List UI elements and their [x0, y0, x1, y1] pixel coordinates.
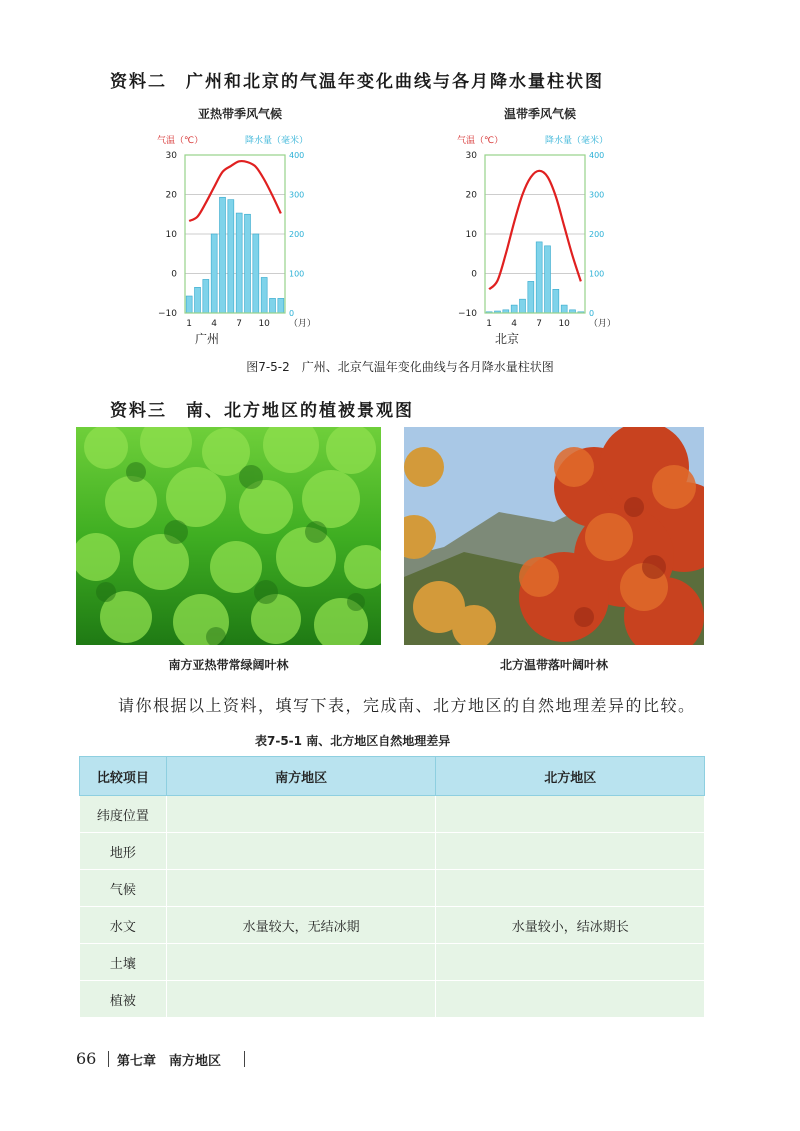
city-label: 北京 [494, 332, 520, 345]
north-cell[interactable] [436, 944, 705, 981]
instruction-text: 请你根据以上资料，填写下表，完成南、北方地区的自然地理差异的比较。 [118, 696, 696, 715]
north-cell[interactable] [436, 981, 705, 1018]
north-forest-photo [404, 427, 704, 645]
comparison-table [79, 756, 705, 1018]
month-unit-label: （月） [588, 319, 616, 329]
month-tick-label: 10 [258, 319, 270, 329]
north-cell[interactable] [436, 796, 705, 833]
temp-tick-label: 10 [465, 230, 477, 240]
month-tick-label: 1 [186, 319, 193, 329]
section-3-title: 资料三 南、北方地区的植被景观图 [110, 401, 414, 421]
section-2-title: 资料二 广州和北京的气温年变化曲线与各月降水量柱状图 [110, 72, 604, 92]
precip-tick-label: 100 [289, 269, 305, 279]
south-forest-photo [76, 427, 381, 645]
chart-title: 温带季风气候 [503, 107, 577, 121]
precip-bar [220, 197, 226, 313]
precip-bar [261, 277, 267, 313]
table-header-row [80, 757, 705, 796]
precip-tick-label: 400 [289, 151, 305, 160]
month-tick-label: 1 [486, 319, 493, 329]
precip-bar [536, 242, 542, 313]
precip-axis-label: 降水量（毫米） [545, 136, 609, 146]
precip-tick-label: 200 [589, 230, 605, 239]
temp-tick-label: 0 [471, 269, 477, 280]
header-south: 南方地区 [166, 757, 436, 796]
figure-caption: 图7-5-2 广州、北京气温年变化曲线与各月降水量柱状图 [246, 360, 554, 374]
precip-bar [195, 287, 201, 313]
month-tick-label: 7 [536, 319, 543, 329]
north-forest-caption: 北方温带落叶阔叶林 [499, 658, 608, 672]
row-label: 植被 [80, 981, 167, 1018]
precip-tick-label: 300 [289, 190, 305, 200]
month-tick-label: 7 [236, 319, 243, 329]
precip-tick-label: 0 [589, 309, 595, 318]
south-cell[interactable] [166, 944, 436, 981]
temp-tick-label: −10 [158, 309, 177, 319]
temp-tick-label: −10 [458, 309, 477, 319]
south-forest-caption: 南方亚热带常绿阔叶林 [168, 658, 289, 672]
precip-bar [520, 299, 526, 313]
precip-bar [253, 234, 259, 313]
table-row [80, 833, 705, 870]
temp-tick-label: 10 [165, 230, 177, 240]
north-cell[interactable] [436, 870, 705, 907]
precip-bar [186, 296, 192, 313]
precip-tick-label: 0 [289, 309, 295, 318]
temp-axis-label: 气温（℃） [157, 136, 204, 146]
precip-bar [561, 305, 567, 313]
precip-bar [211, 234, 217, 313]
temp-tick-label: 0 [171, 269, 177, 280]
page-number: 66 [76, 1049, 97, 1068]
city-label: 广州 [194, 332, 220, 345]
table-row [80, 907, 705, 944]
temperature-line [489, 171, 581, 290]
precip-bar [528, 281, 534, 313]
table-row [80, 944, 705, 981]
precip-tick-label: 300 [589, 190, 605, 200]
footer-divider-left [108, 1051, 109, 1067]
temperature-line [189, 161, 281, 221]
table-row [80, 981, 705, 1018]
precip-bar [245, 214, 251, 313]
row-label: 地形 [80, 833, 167, 870]
row-label: 气候 [80, 870, 167, 907]
precip-bar [270, 298, 276, 313]
table-row [80, 870, 705, 907]
table-row [80, 796, 705, 833]
guangzhou-climate-chart [140, 100, 380, 345]
footer-divider-right [244, 1051, 245, 1067]
header-north: 北方地区 [436, 757, 705, 796]
month-tick-label: 4 [211, 319, 218, 329]
temp-tick-label: 30 [165, 151, 177, 161]
precip-tick-label: 100 [589, 269, 605, 279]
precip-bar [278, 298, 284, 313]
precip-bar [553, 289, 559, 313]
north-cell[interactable]: 水量较小，结冰期长 [436, 907, 705, 944]
precip-bar [228, 200, 234, 313]
south-cell[interactable] [166, 833, 436, 870]
temp-tick-label: 30 [465, 151, 477, 161]
temp-tick-label: 20 [165, 190, 177, 201]
precip-bar [511, 305, 517, 313]
row-label: 纬度位置 [80, 796, 167, 833]
precip-tick-label: 200 [289, 230, 305, 239]
south-cell[interactable] [166, 981, 436, 1018]
chart-title: 亚热带季风气候 [197, 107, 283, 121]
chapter-title: 第七章 南方地区 [117, 1054, 222, 1069]
temp-axis-label: 气温（℃） [457, 136, 504, 146]
row-label: 土壤 [80, 944, 167, 981]
north-cell[interactable] [436, 833, 705, 870]
beijing-climate-chart [440, 100, 680, 345]
precip-bar [236, 213, 242, 313]
precip-tick-label: 400 [589, 151, 605, 160]
precip-bar [203, 279, 209, 313]
precip-bar [545, 246, 551, 313]
south-cell[interactable] [166, 870, 436, 907]
south-cell[interactable] [166, 796, 436, 833]
header-compare-item: 比较项目 [80, 757, 167, 796]
month-unit-label: （月） [288, 319, 316, 329]
precip-axis-label: 降水量（毫米） [245, 136, 309, 146]
temp-tick-label: 20 [465, 190, 477, 201]
row-label: 水文 [80, 907, 167, 944]
month-tick-label: 10 [558, 319, 570, 329]
south-cell[interactable]: 水量较大，无结冰期 [166, 907, 436, 944]
month-tick-label: 4 [511, 319, 518, 329]
table-caption: 表7-5-1 南、北方地区自然地理差异 [255, 734, 451, 748]
